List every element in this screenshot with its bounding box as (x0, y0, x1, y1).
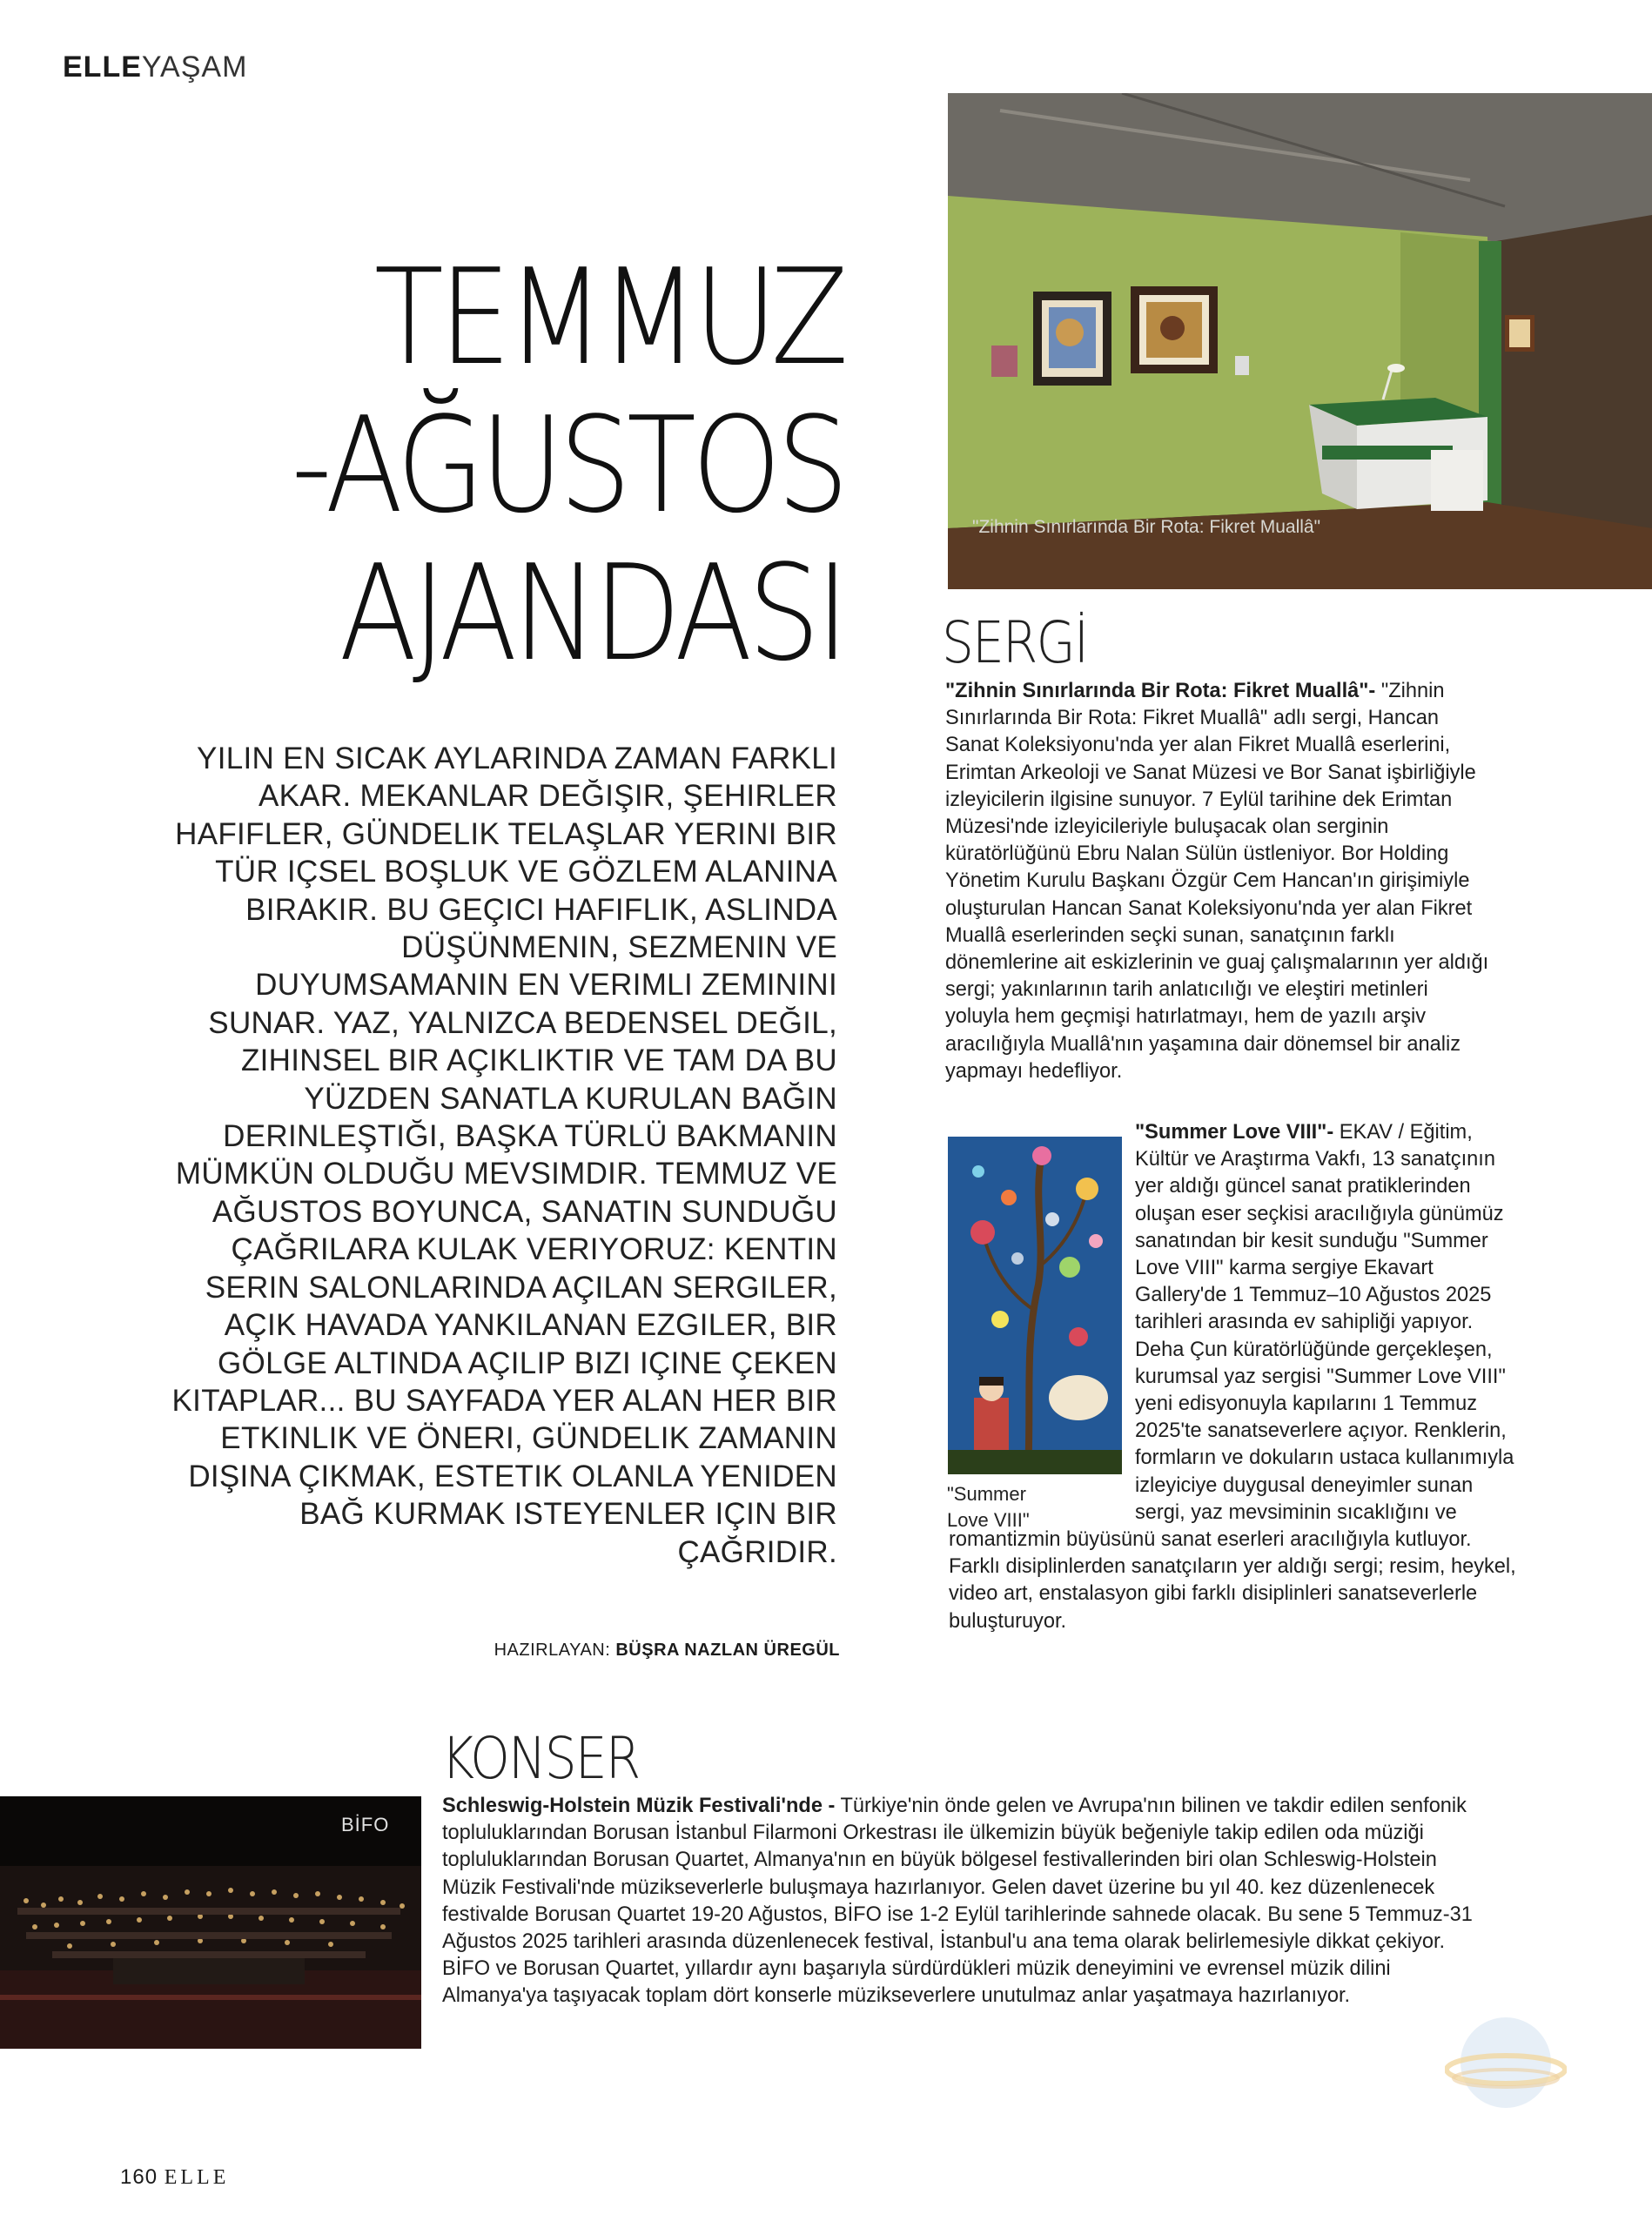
section-label (63, 50, 247, 84)
page-folio (120, 2165, 229, 2190)
sergi-item-1 (945, 678, 1495, 1085)
sergi-item-2-text: EKAV / Eğitim, Kültür ve Araştırma Vakfı, 13 sanatçının yer aldığı güncel sanat pratiklerinden oluşan eser seçkisi aracılığıyla günümüz sanatından bir kesit sunduğu "Summer Love VIII" karma sergiye Ekavart Gallery'de 1 Temmuz–10 Ağustos 2025 tarihleri arasında ev sahipliği yapıyor. Deha Çun küratörlüğünde gerçekleşen, kurumsal yaz sergisi "Summer Love VIII" yeni edisyonuyla kapılarını 1 Temmuz 2025'te sanatseverlere açıyor. Renklerin, formların ve dokuların ustaca kullanımıyla izleyiciye duygusal deneyimler sunan sergi, yaz mevsiminin sıcaklığını ve romantizmin büyüsünü sanat eserleri aracılığıyla kutluyor. Farklı disiplinlerden sanatçıların yer aldığı sergi; resim, heykel, video art, enstalasyon gibi farklı disiplinleri sanatseverlerle buluşturuyor. (949, 1121, 1516, 1633)
concert-photo (0, 1796, 421, 2049)
byline-author: BÜŞRA NAZLAN ÜREGÜL (615, 1641, 840, 1660)
section-heading-konser: KONSER (441, 1725, 640, 1792)
byline (483, 1641, 840, 1661)
painting-caption-line-1: "Summer (947, 1483, 1026, 1505)
brand-logo: ELLE (63, 50, 142, 84)
concert-photo-label: BİFO (341, 1814, 390, 1835)
page-title-line-1: TEMMUZ (374, 240, 844, 394)
konser-item-title: Schleswig-Holstein Müzik Festivali'nde - (442, 1795, 836, 1817)
sergi-item-1-title: "Zihnin Sınırlarında Bir Rota: Fikret Muallâ"- (945, 680, 1376, 702)
konser-item-text: Türkiye'nin önde gelen ve Avrupa'nın bilinen ve takdir edilen senfonik topluluklarından Borusan İstanbul Filarmoni Orkestrası ile ülkemizin büyük beğeniyle takip edilen oda müziği topluluklarından Borusan Quartet, Almanya'nın en büyük bölgesel festivallerinden biri olan Schleswig-Holstein Müzik Festivali'nde müzikseverlerle buluşmaya hazırlanıyor. Gelen davet üzerine bu yıl 40. kez düzenlenecek festivalde Borusan Quartet 19-20 Ağustos, BİFO ise 1-2 Eylül tarihlerinde sahnede olacak. Bu sene 5 Temmuz-31 Ağustos 2025 tarihleri arasında düzenlenecek festival, İstanbul'u ana tema olarak belirlemesiyle dikkat çekiyor. BİFO ve Borusan Quartet, yıllardır aynı başarıyla sürdürdükleri müzik deneyimini ve evrensel müzik dilini Almanya'ya taşıyacak toplam dört konserle müzikseverlere unutulmaz anlar yaşatmaya hazırlanıyor. (442, 1795, 1473, 2008)
painting-text-wrap-spacer (949, 1119, 1135, 1520)
planet-icon (1445, 2002, 1567, 2124)
sergi-item-2-title: "Summer Love VIII"- (1135, 1121, 1334, 1144)
byline-label: HAZIRLAYAN: (494, 1641, 611, 1660)
gallery-photo-caption: "Zihnin Sınırlarında Bir Rota: Fikret Muallâ" (972, 517, 1321, 537)
page-title-line-2: -AĞUSTOS (291, 388, 844, 542)
section-heading-sergi: SERGİ (942, 609, 1088, 676)
gallery-photo (948, 93, 1652, 589)
section-name: YAŞAM (141, 50, 248, 84)
planet-decoration (1445, 2002, 1567, 2124)
sergi-item-1-text: "Zihnin Sınırlarında Bir Rota: Fikret Muallâ" adlı sergi, Hancan Sanat Koleksiyonu'nda yer alan Fikret Muallâ eserlerini, Erimtan Arkeoloji ve Sanat Müzesi ve Bor Sanat işbirliğiyle izleyicilerin ilgisine sunuyor. 7 Eylül tarihine dek Erimtan Müzesi'nde izleyicileriyle buluşacak olan serginin küratörlüğünü Ebru Nalan Sülün üstleniyor. Bor Holding Yönetim Kurulu Başkanı Özgür Cem Hancan'ın girişimiyle oluşturulan Hancan Sanat Koleksiyonu'nda yer alan Fikret Muallâ eserlerinden seçki sunan, sanatçının farklı dönemlerine ait eskizlerinin ve guaj çalışmalarının yer aldığı sergi; yakınlarının tarih anlatıcılığı ve eleştiri metinleri yoluyla hem geçmişi hatırlatmayı, hem de yazılı arşiv aracılığıyla Muallâ'nın yaşamına dair dönemsel bir analiz yapmayı hedefliyor. (945, 680, 1489, 1083)
sergi-item-2 (949, 1119, 1520, 1635)
painting-caption-line-2: Love VIII" (947, 1509, 1030, 1531)
intro-text: YILIN EN SICAK AYLARINDA ZAMAN FARKLI AKAR. MEKANLAR DEĞIŞIR, ŞEHIRLER HAFIFLER, GÜNDELIK TELAŞLAR YERINI BIR TÜR IÇSEL BOŞLUK VE GÖZLEM ALANINA BIRAKIR. BU GEÇICI HAFIFLIK, ASLINDA DÜŞÜNMENIN, SEZMENIN VE DUYUMSAMANIN EN VERIMLI ZEMININI SUNAR. YAZ, YALNIZCA BEDENSEL DEĞIL, ZIHINSEL BIR AÇIKLIKTIR VE TAM DA BU YÜZDEN SANATLA KURULAN BAĞIN DERINLEŞTIĞI, BAŞKA TÜRLÜ BAKMANIN MÜMKÜN OLDUĞU MEVSIMDIR. TEMMUZ VE AĞUSTOS BOYUNCA, SANATIN SUNDUĞU ÇAĞRILARA KULAK VERIYORUZ: KENTIN SERIN SALONLARINDA AÇILAN SERGILER, AÇIK HAVADA YANKILANAN EZGILER, BIR GÖLGE ALTINDA AÇILIP BIZI IÇINE ÇEKEN KITAPLAR... BU SAYFADA YER ALAN HER BIR ETKINLIK VE ÖNERI, GÜNDELIK ZAMANIN DIŞINA ÇIKMAK, ESTETIK OLANLA YENIDEN BAĞ KURMAK ISTEYENLER IÇIN BIR ÇAĞRIDIR. (171, 742, 837, 1569)
footer-brand: ELLE (164, 2166, 230, 2189)
page-title-line-3: AJANDASI (339, 536, 844, 690)
page-number: 160 (120, 2165, 158, 2189)
konser-item (442, 1793, 1487, 2010)
gallery-interior-image (948, 93, 1652, 589)
